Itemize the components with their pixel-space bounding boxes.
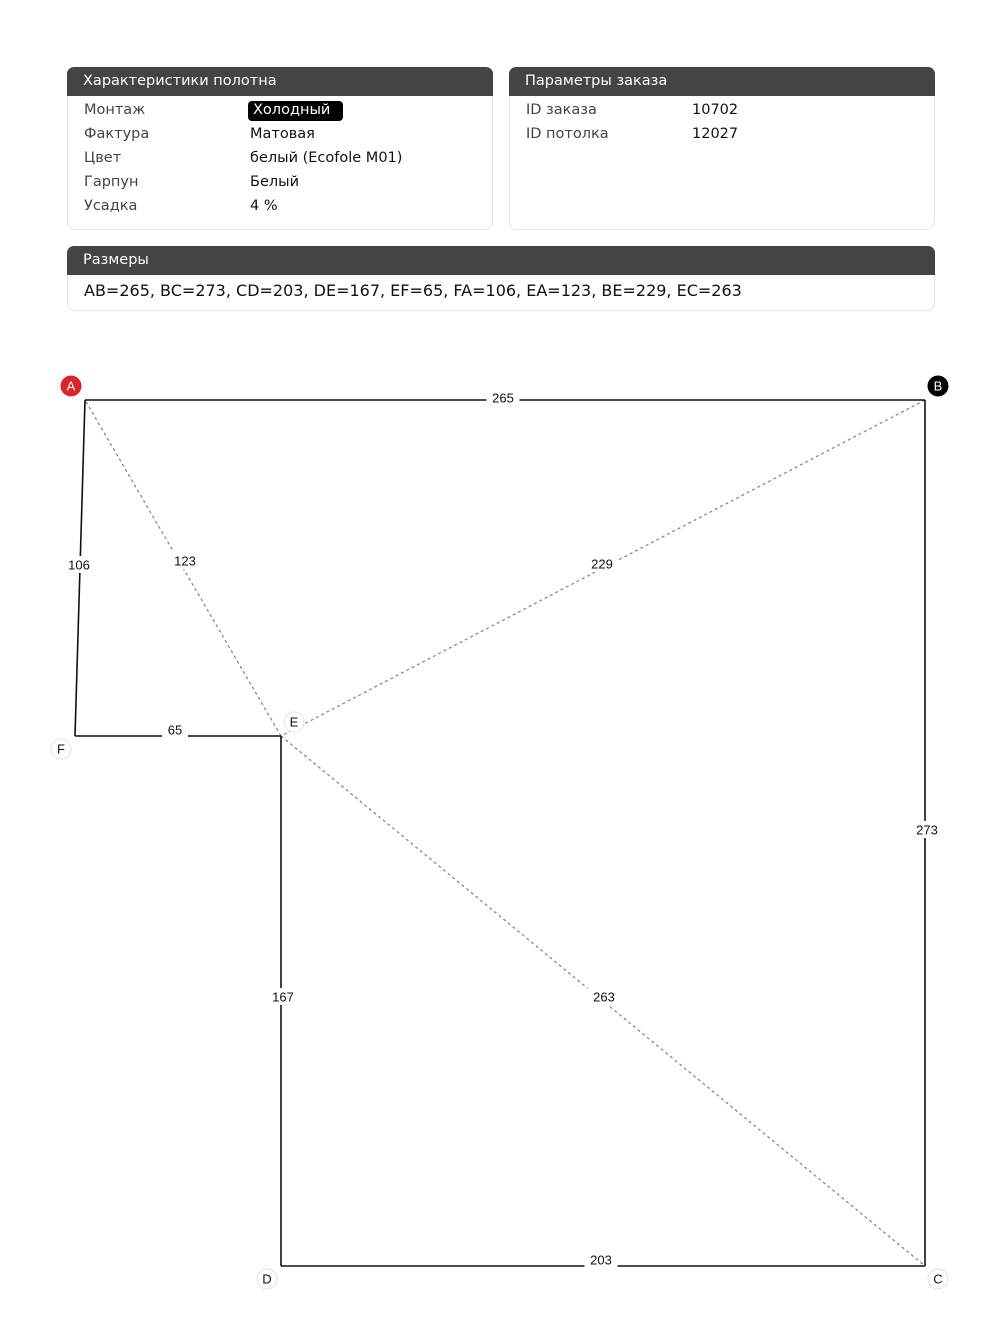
row-value: белый (Ecofole M01) <box>250 150 403 166</box>
row-label: Монтаж <box>84 102 146 118</box>
diagonal-ea-label: 123 <box>174 553 196 569</box>
row-label: Гарпун <box>84 174 139 190</box>
side-ef-label: 65 <box>167 722 183 738</box>
side-bc-label: 273 <box>916 822 938 838</box>
diagonal-be-label: 229 <box>591 556 613 572</box>
row-label: ID потолка <box>526 126 609 142</box>
characteristics-title: Характеристики полотна <box>67 67 493 96</box>
vertex-c-letter: C <box>933 1271 943 1287</box>
row-value: 10702 <box>692 102 739 118</box>
vertex-a-letter: A <box>66 378 76 394</box>
side-de-label: 167 <box>272 989 294 1005</box>
sizes-list: AB=265, BC=273, CD=203, DE=167, EF=65, FA=106, EA=123, BE=229, EC=263 <box>84 281 742 300</box>
order-title: Параметры заказа <box>509 67 935 96</box>
vertex-e-letter: E <box>289 714 299 730</box>
vertex-f-letter: F <box>57 741 65 757</box>
row-value: 4 % <box>250 198 278 214</box>
row-value: Матовая <box>250 126 315 142</box>
side-fa-label: 106 <box>68 557 90 573</box>
diagonal-ec-label: 263 <box>593 989 615 1005</box>
row-label: ID заказа <box>526 102 597 118</box>
vertex-b-letter: B <box>933 378 943 394</box>
row-value: 12027 <box>692 126 739 142</box>
side-cd-label: 203 <box>590 1252 612 1268</box>
row-label: Усадка <box>84 198 138 214</box>
row-value: Белый <box>250 174 300 190</box>
row-label: Цвет <box>84 150 122 166</box>
vertex-d-letter: D <box>262 1271 272 1287</box>
side-ab-label: 265 <box>492 390 514 406</box>
sizes-title: Размеры <box>67 246 935 275</box>
montage-value-badge: Холодный <box>248 101 343 121</box>
row-label: Фактура <box>84 126 150 142</box>
